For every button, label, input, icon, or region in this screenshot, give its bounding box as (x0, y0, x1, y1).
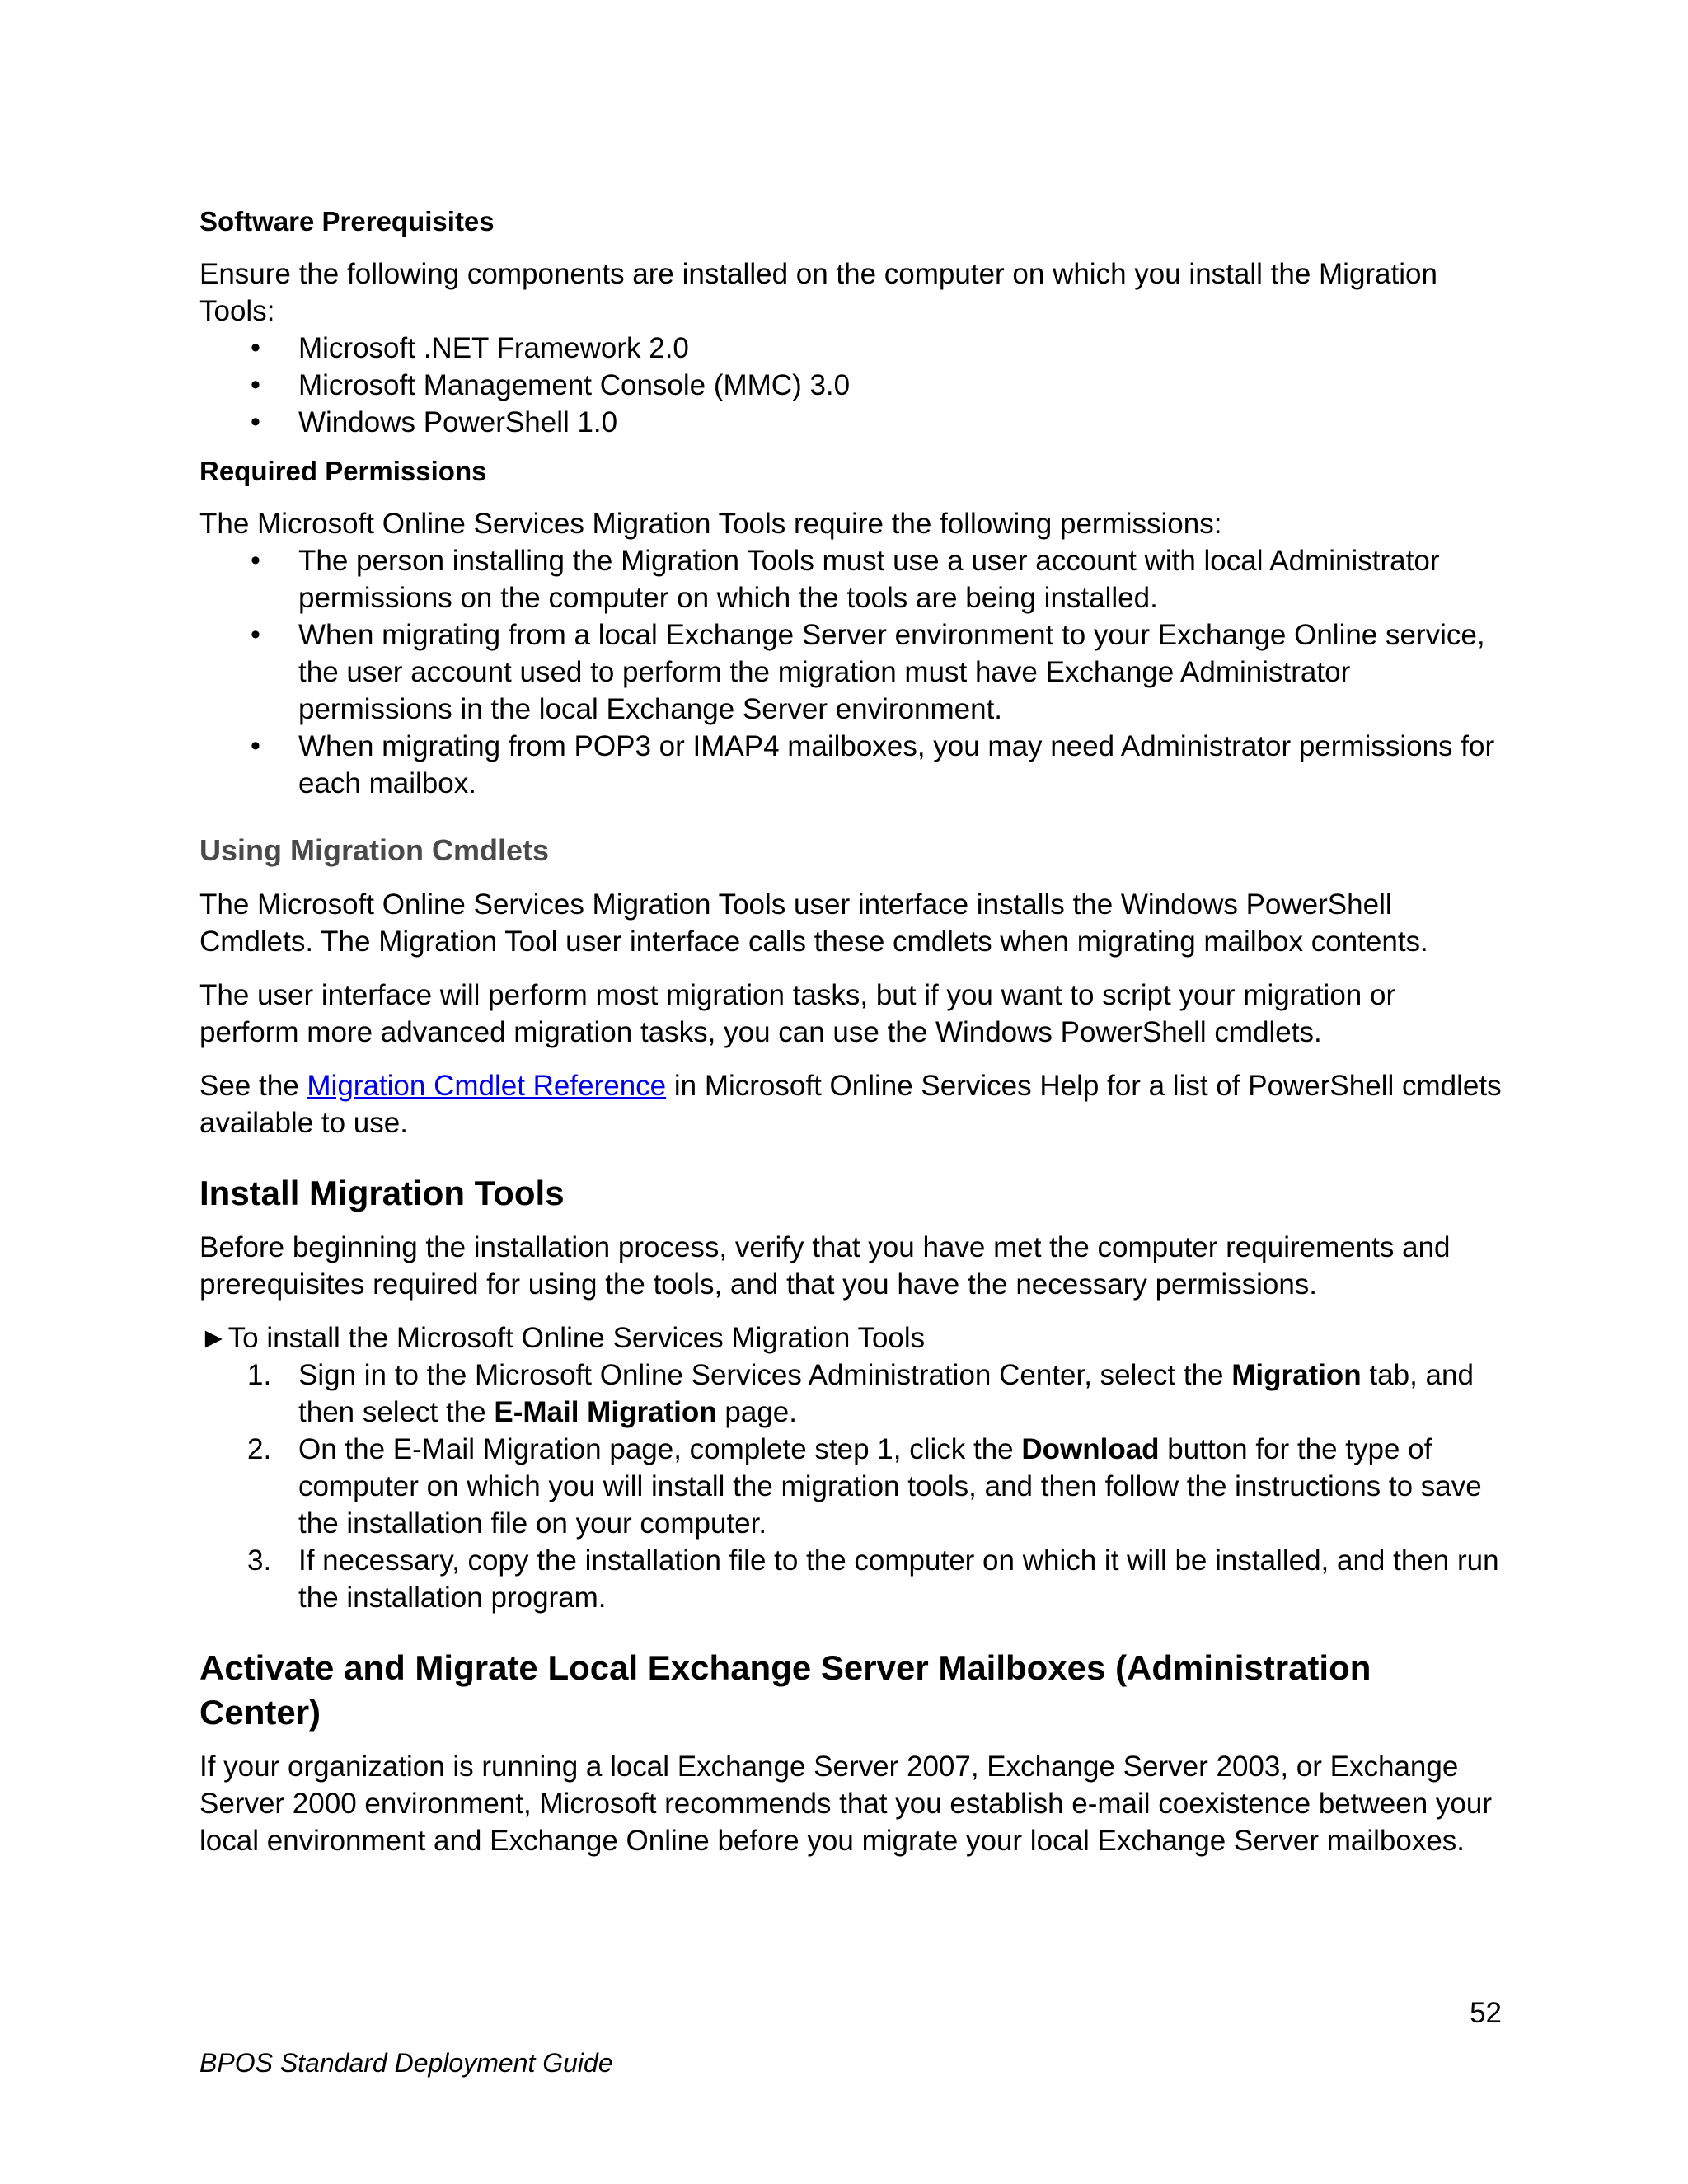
prerequisites-intro: Ensure the following components are installed on the computer on which you install the Migration Tools: (199, 258, 1437, 327)
step-bold-text: Migration (1231, 1359, 1362, 1391)
list-item: • Windows PowerShell 1.0 (199, 404, 1502, 441)
step-bold-text: Download (1021, 1433, 1160, 1465)
list-item: • When migrating from POP3 or IMAP4 mailboxes, you may need Administrator permissions for each mailbox. (199, 728, 1502, 802)
step-text: tab, and then select the (298, 1359, 1474, 1428)
step-text: On the E-Mail Migration page, complete step 1, click the (298, 1433, 1022, 1465)
install-procedure-title: ►To install the Microsoft Online Services Migration Tools (199, 1322, 926, 1354)
cmdlets-text-post: in Microsoft Online Services Help for a list of PowerShell cmdlets available to use. (199, 1070, 1502, 1139)
install-steps-list (199, 1357, 1502, 1616)
cmdlets-paragraph-2: The user interface will perform most migration tasks, but if you want to script your migration or perform more advanced migration tasks, you can use the Windows PowerShell cmdlets. (199, 979, 1396, 1048)
activate-migrate-heading: Activate and Migrate Local Exchange Server Mailboxes (Administration Center) (199, 1648, 1372, 1732)
cmdlets-paragraph-3 (199, 1067, 1502, 1141)
software-prerequisites-heading: Software Prerequisites (199, 206, 495, 237)
list-item (199, 1542, 1502, 1616)
document-page (199, 204, 1502, 1859)
list-item: • When migrating from a local Exchange Server environment to your Exchange Online service, the user account used to perform the migration must have Exchange Administrator permissions in the local Exchange Server environment. (199, 616, 1502, 728)
required-permissions-heading: Required Permissions (199, 456, 487, 486)
using-migration-cmdlets-heading: Using Migration Cmdlets (199, 833, 550, 867)
step-number: 3. (247, 1544, 272, 1577)
step-text: button for the type of computer on which you will install the migration tools, and then follow the instructions to save the installation file on your computer. (298, 1433, 1482, 1540)
install-migration-tools-heading: Install Migration Tools (199, 1174, 565, 1212)
activate-paragraph: If your organization is running a local Exchange Server 2007, Exchange Server 2003, or Exchange Server 2000 environment, Microsoft recommends that you establish e-mail coexistence between your local environment and Exchange Online before you migrate your local Exchange Server mailboxes. (199, 1750, 1492, 1857)
cmdlets-text-pre: See the (199, 1070, 307, 1102)
prerequisites-list (199, 330, 1502, 441)
step-text: Sign in to the Microsoft Online Services Administration Center, select the (298, 1359, 1232, 1391)
install-intro: Before beginning the installation process, verify that you have met the computer requirements and prerequisites required for using the tools, and that you have the necessary permissions. (199, 1231, 1451, 1301)
page-number: 52 (1470, 1997, 1502, 2029)
permissions-list (199, 542, 1502, 802)
list-item (199, 1431, 1502, 1542)
list-item: • Microsoft Management Console (MMC) 3.0 (199, 367, 1502, 404)
step-number: 1. (247, 1359, 272, 1391)
list-item (199, 1357, 1502, 1431)
step-text: If necessary, copy the installation file to the computer on which it will be installed, and then run the installation program. (298, 1544, 1499, 1614)
migration-cmdlet-reference-link[interactable]: Migration Cmdlet Reference (307, 1070, 667, 1102)
list-item: • Microsoft .NET Framework 2.0 (199, 330, 1502, 367)
cmdlets-paragraph-1: The Microsoft Online Services Migration Tools user interface installs the Windows PowerShell Cmdlets. The Migration Tool user interface calls these cmdlets when migrating mailbox contents. (199, 888, 1428, 958)
permissions-intro: The Microsoft Online Services Migration Tools require the following permissions: (199, 508, 1222, 540)
list-item: • The person installing the Migration Tools must use a user account with local Administrator permissions on the computer on which the tools are being installed. (199, 542, 1502, 616)
step-text: page. (716, 1396, 797, 1428)
footer-title: BPOS Standard Deployment Guide (199, 2048, 613, 2078)
step-bold-text: E-Mail Migration (494, 1396, 717, 1428)
step-number: 2. (247, 1433, 272, 1465)
